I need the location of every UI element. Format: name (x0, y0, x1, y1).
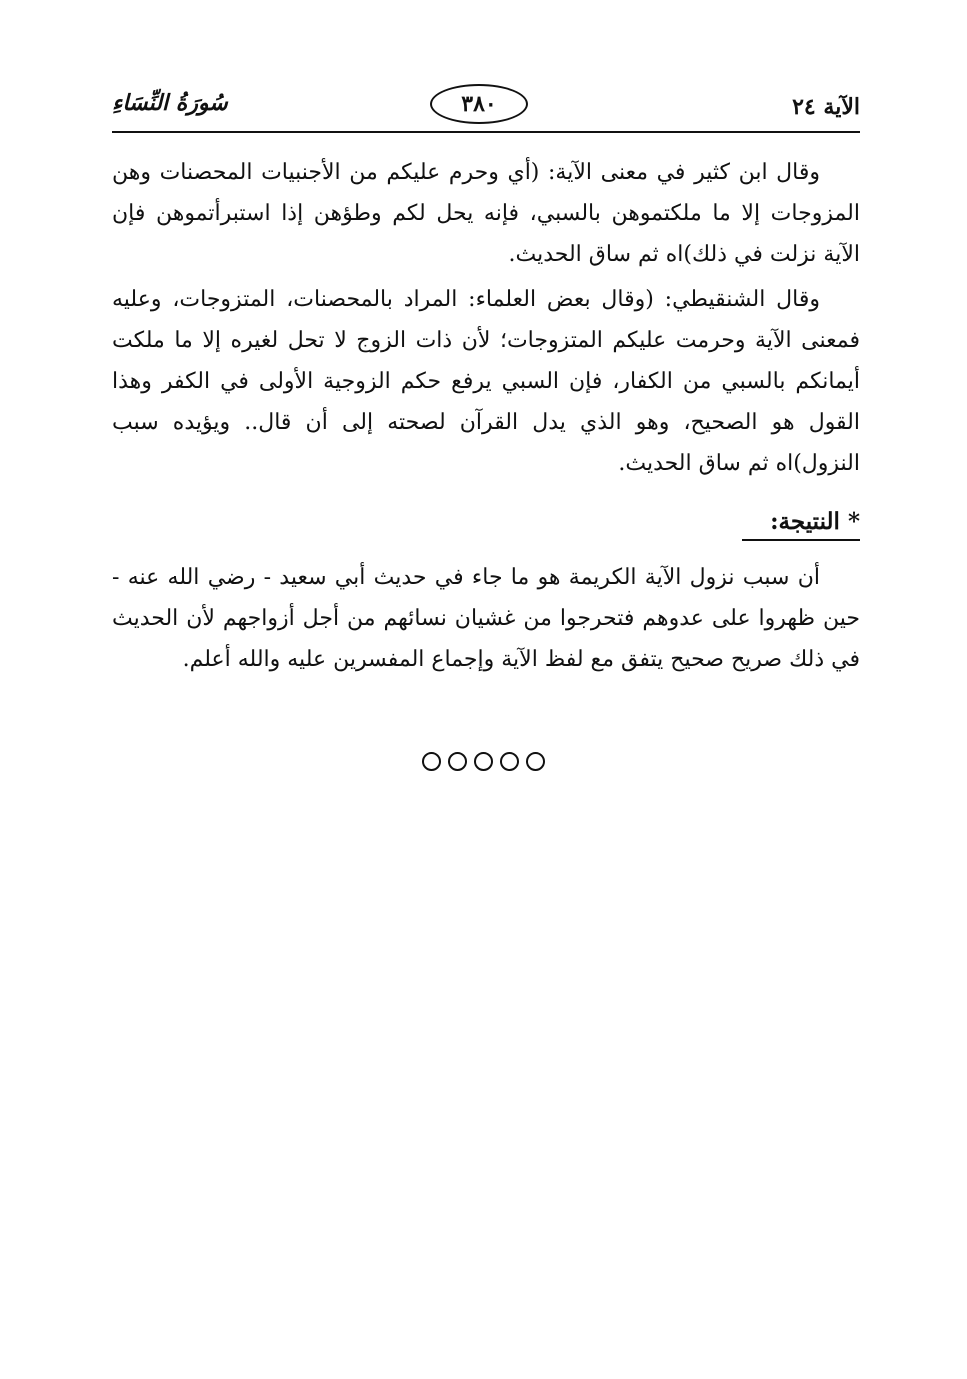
result-paragraph: أن سبب نزول الآية الكريمة هو ما جاء في حديث أبي سعيد - رضي الله عنه - حين ظهروا على عدوهم فتحرجوا من غشيان نسائهم من أجل أزواجهم لأن الحديث في ذلك صريح صحيح يتفق مع لفظ الآية وإجماع المفسرين عليه والله أعلم. (112, 565, 860, 672)
section-end-ornament (0, 752, 967, 771)
result-text (112, 557, 860, 680)
ornament-circle (422, 752, 441, 771)
surah-name: سُورَةُ النِّسَاءِ (112, 90, 228, 116)
header-rule (112, 131, 860, 133)
ornament-circle (500, 752, 519, 771)
page-header (112, 84, 860, 128)
ornament-circle (526, 752, 545, 771)
result-heading: * النتيجة: (742, 508, 860, 541)
page-number: ٣٨٠ (430, 84, 528, 124)
ornament-circle (448, 752, 467, 771)
ayah-label: الآية ٢٤ (792, 94, 860, 120)
paragraph-shanqiti: وقال الشنقيطي: (وقال بعض العلماء: المراد بالمحصنات، المتزوجات، وعليه فمعنى الآية وحرمت عليكم المتزوجات؛ لأن ذات الزوج لا تحل لغيره إلا ما ملكت أيمانكم بالسبي من الكفار، فإن السبي يرفع حكم الزوجية الأولى في الكفر وهذا القول هو الصحيح، وهو الذي يدل القرآن لصحته إلى أن قال.. ويؤيده سبب النزول)اه ثم ساق الحديث. (112, 287, 860, 476)
paragraph-ibn-kathir: وقال ابن كثير في معنى الآية: (أي وحرم عليكم من الأجنبيات المحصنات وهن المزوجات إلا ما ملكتموهن بالسبي، فإنه يحل لكم وطؤهن إذا استبرأتموهن فإن الآية نزلت في ذلك)اه ثم ساق الحديث. (112, 160, 860, 267)
ornament-circle (474, 752, 493, 771)
body-text (112, 152, 860, 484)
